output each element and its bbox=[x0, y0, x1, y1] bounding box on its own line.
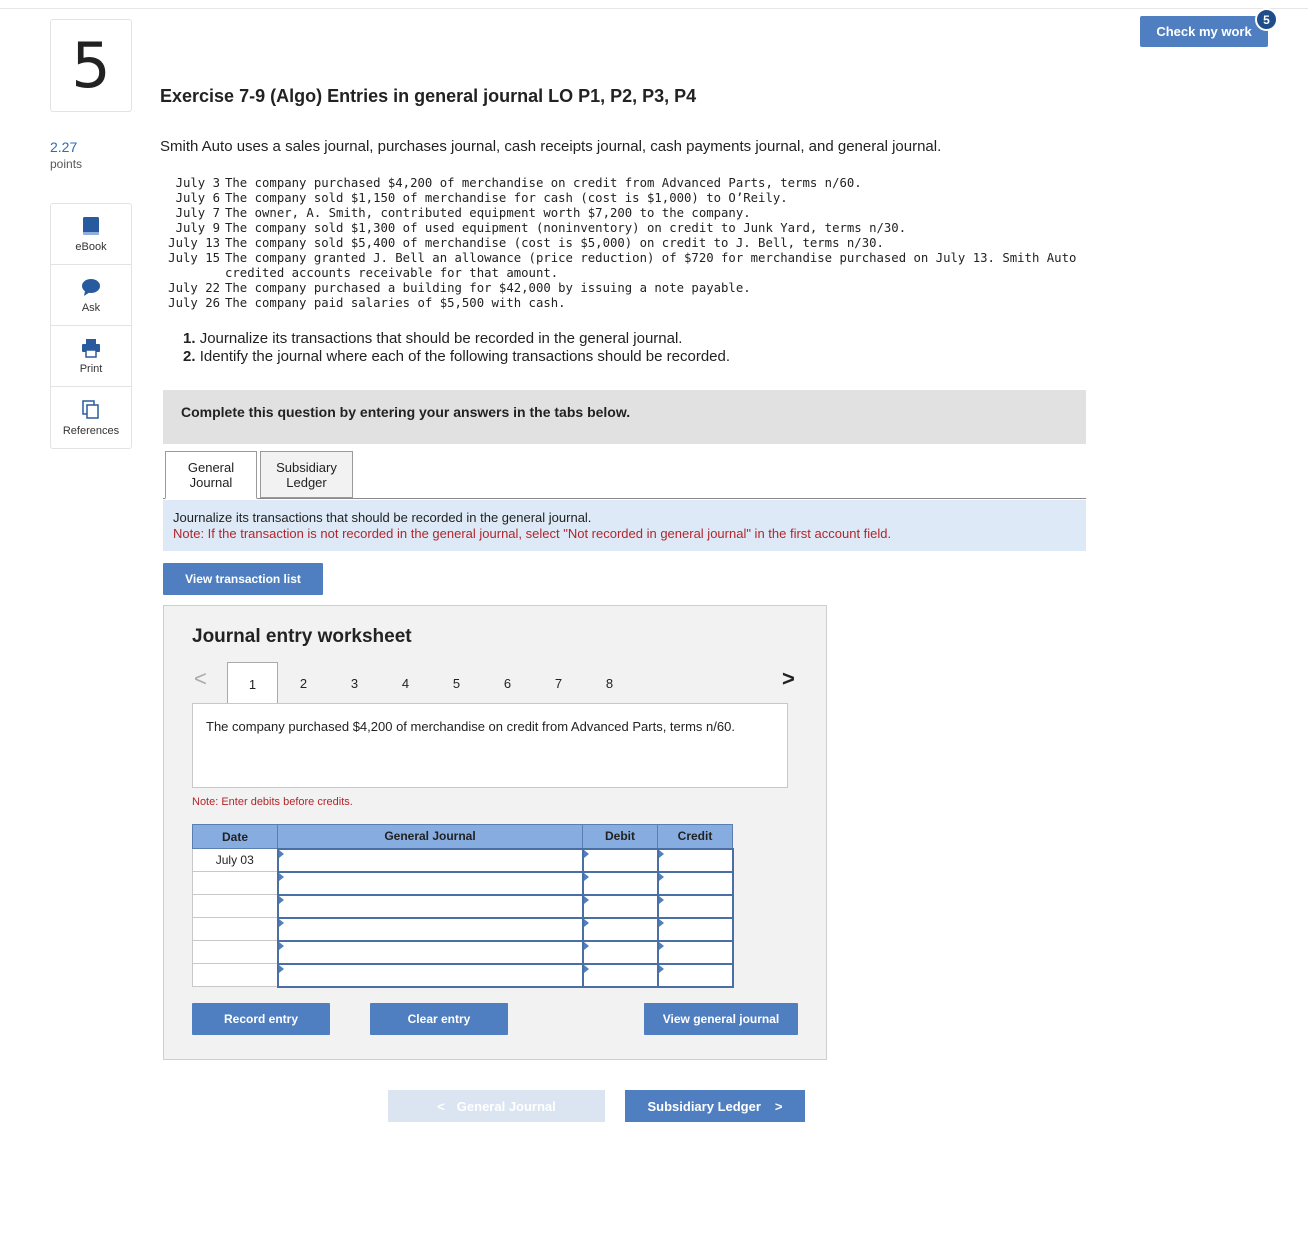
ask-label: Ask bbox=[81, 302, 101, 314]
tab-instruction: Journalize its transactions that should be recorded in the general journal. bbox=[173, 510, 592, 525]
transaction-text: The company sold $1,300 of used equipment (noninventory) on credit to Junk Yard, terms n/30. bbox=[225, 221, 907, 235]
exercise-intro: Smith Auto uses a sales journal, purchases journal, cash receipts journal, cash payments journal, and general journal. bbox=[160, 138, 942, 155]
prev-tab-button[interactable] bbox=[388, 1090, 605, 1122]
print-button[interactable] bbox=[51, 326, 131, 387]
view-transaction-list-button[interactable]: View transaction list bbox=[163, 563, 323, 595]
account-select[interactable] bbox=[278, 918, 583, 941]
transaction-row bbox=[160, 251, 1090, 281]
credit-input[interactable] bbox=[658, 895, 733, 918]
printer-icon bbox=[81, 337, 101, 359]
tab-divider bbox=[163, 498, 1086, 499]
transaction-list bbox=[160, 176, 1090, 311]
check-work-badge: 5 bbox=[1255, 8, 1278, 31]
page-tab[interactable]: 3 bbox=[350, 675, 359, 691]
debit-input[interactable] bbox=[583, 964, 658, 987]
transaction-description: The company purchased $4,200 of merchandise on credit from Advanced Parts, terms n/60. bbox=[192, 703, 788, 788]
account-select[interactable] bbox=[278, 895, 583, 918]
tab-label-line2: Journal bbox=[189, 475, 233, 490]
transaction-row bbox=[160, 236, 1090, 251]
credit-input[interactable] bbox=[658, 872, 733, 895]
tab-instruction-box bbox=[163, 500, 1086, 551]
ebook-button[interactable] bbox=[51, 204, 131, 265]
date-cell bbox=[193, 964, 278, 987]
copy-icon bbox=[81, 399, 101, 421]
transaction-date: July 13 bbox=[168, 236, 220, 250]
chat-bubble-icon bbox=[81, 276, 101, 298]
account-select[interactable] bbox=[278, 964, 583, 987]
transaction-text: The owner, A. Smith, contributed equipment worth $7,200 to the company. bbox=[225, 206, 751, 220]
account-select[interactable] bbox=[278, 941, 583, 964]
check-my-work-button[interactable]: Check my work bbox=[1140, 16, 1268, 47]
account-select[interactable] bbox=[278, 872, 583, 895]
tab-general-journal[interactable] bbox=[165, 451, 257, 499]
tab-note: Note: If the transaction is not recorded in the general journal, select "Not recorded in general journal" in the first account field. bbox=[173, 526, 892, 541]
transaction-row bbox=[160, 296, 1090, 311]
table-row bbox=[193, 918, 733, 941]
page-tab[interactable]: 8 bbox=[605, 675, 614, 691]
debit-input[interactable] bbox=[583, 895, 658, 918]
clear-entry-button[interactable]: Clear entry bbox=[370, 1003, 508, 1035]
exercise-title: Exercise 7-9 (Algo) Entries in general journal LO P1, P2, P3, P4 bbox=[160, 86, 697, 106]
instruction-item bbox=[183, 348, 730, 366]
transaction-row bbox=[160, 191, 1090, 206]
transaction-date: July 22 bbox=[168, 281, 220, 295]
ask-button[interactable] bbox=[51, 265, 131, 326]
next-tab-label: Subsidiary Ledger bbox=[647, 1098, 761, 1114]
top-divider bbox=[0, 8, 1308, 9]
credit-input[interactable] bbox=[658, 918, 733, 941]
debit-input[interactable] bbox=[583, 918, 658, 941]
references-label: References bbox=[62, 424, 120, 437]
column-header-date: Date bbox=[193, 825, 278, 849]
credit-input[interactable] bbox=[658, 964, 733, 987]
tab-subsidiary-ledger[interactable] bbox=[260, 451, 353, 498]
view-general-journal-button[interactable]: View general journal bbox=[644, 1003, 798, 1035]
credit-input[interactable] bbox=[658, 941, 733, 964]
chevron-left-icon: < bbox=[437, 1098, 445, 1114]
transaction-text: The company purchased a building for $42,000 by issuing a note payable. bbox=[225, 281, 751, 295]
next-tab-button[interactable] bbox=[625, 1090, 805, 1122]
page-tab[interactable]: 7 bbox=[554, 675, 563, 691]
table-row bbox=[193, 941, 733, 964]
transaction-date: July 26 bbox=[168, 296, 220, 310]
transaction-row bbox=[160, 221, 1090, 236]
column-header-general-journal: General Journal bbox=[278, 825, 583, 849]
transaction-date: July 9 bbox=[175, 221, 220, 235]
instructions bbox=[183, 330, 730, 366]
prev-arrow-icon[interactable]: < bbox=[194, 666, 207, 691]
page-tab[interactable]: 6 bbox=[503, 675, 512, 691]
debit-input[interactable] bbox=[583, 849, 658, 872]
debit-credit-note: Note: Enter debits before credits. bbox=[192, 796, 353, 808]
instruction-number: 2. bbox=[183, 348, 196, 365]
tab-label-line1: General bbox=[187, 460, 235, 475]
date-cell bbox=[193, 895, 278, 918]
page-tab[interactable]: 5 bbox=[452, 675, 461, 691]
transaction-text: The company sold $1,150 of merchandise for cash (cost is $1,000) to O’Reily. bbox=[225, 191, 788, 205]
debit-input[interactable] bbox=[583, 941, 658, 964]
transaction-text: The company purchased $4,200 of merchandise on credit from Advanced Parts, terms n/60. bbox=[225, 176, 862, 190]
date-cell: July 03 bbox=[193, 849, 278, 872]
column-header-credit: Credit bbox=[658, 825, 733, 849]
record-entry-button[interactable]: Record entry bbox=[192, 1003, 330, 1035]
account-select[interactable] bbox=[278, 849, 583, 872]
ebook-label: eBook bbox=[75, 241, 107, 253]
worksheet-title: Journal entry worksheet bbox=[192, 626, 412, 647]
next-arrow-icon[interactable]: > bbox=[782, 666, 795, 691]
tab-label-line1: Subsidiary bbox=[276, 459, 337, 475]
page-tab[interactable]: 1 bbox=[227, 662, 278, 705]
table-row bbox=[193, 849, 733, 872]
general-journal-table bbox=[192, 824, 734, 988]
credit-input[interactable] bbox=[658, 849, 733, 872]
tab-label-line2: Ledger bbox=[286, 474, 327, 490]
column-header-debit: Debit bbox=[583, 825, 658, 849]
points-label: points bbox=[50, 157, 83, 171]
tools-panel bbox=[50, 203, 132, 449]
print-label: Print bbox=[79, 363, 103, 375]
transaction-text: The company paid salaries of $5,500 with cash. bbox=[225, 296, 566, 310]
journal-entry-worksheet bbox=[163, 605, 827, 1060]
debit-input[interactable] bbox=[583, 872, 658, 895]
table-row bbox=[193, 872, 733, 895]
page-tab[interactable]: 2 bbox=[299, 675, 308, 691]
chevron-right-icon: > bbox=[774, 1098, 783, 1114]
transaction-date: July 15 bbox=[168, 251, 220, 265]
transaction-row bbox=[160, 206, 1090, 221]
points-value: 2.27 bbox=[50, 139, 78, 155]
transaction-row bbox=[160, 281, 1090, 296]
entry-pagination bbox=[227, 662, 635, 705]
transaction-text: The company granted J. Bell an allowance (price reduction) of $720 for merchandise purchased on July 13. Smith Auto credited accounts receivable for that amount. bbox=[225, 251, 1077, 280]
instruction-text: Identify the journal where each of the following transactions should be recorded. bbox=[199, 348, 731, 365]
transaction-date: July 3 bbox=[175, 176, 220, 190]
transaction-date: July 6 bbox=[175, 191, 220, 205]
transaction-row bbox=[160, 176, 1090, 191]
date-cell bbox=[193, 872, 278, 895]
transaction-date: July 7 bbox=[175, 206, 220, 220]
book-icon bbox=[82, 215, 100, 237]
instruction-item bbox=[183, 330, 730, 348]
references-button[interactable] bbox=[51, 387, 131, 448]
instruction-text: Journalize its transactions that should be recorded in the general journal. bbox=[199, 330, 683, 347]
complete-prompt-box bbox=[163, 390, 1086, 444]
table-row bbox=[193, 964, 733, 987]
table-row bbox=[193, 895, 733, 918]
page-tab[interactable]: 4 bbox=[401, 675, 410, 691]
prev-tab-label: General Journal bbox=[456, 1098, 556, 1114]
question-number: 5 bbox=[50, 19, 132, 112]
instruction-number: 1. bbox=[183, 330, 196, 347]
complete-prompt: Complete this question by entering your answers in the tabs below. bbox=[181, 404, 631, 420]
date-cell bbox=[193, 941, 278, 964]
date-cell bbox=[193, 918, 278, 941]
transaction-text: The company sold $5,400 of merchandise (cost is $5,000) on credit to J. Bell, terms n/30. bbox=[225, 236, 884, 250]
